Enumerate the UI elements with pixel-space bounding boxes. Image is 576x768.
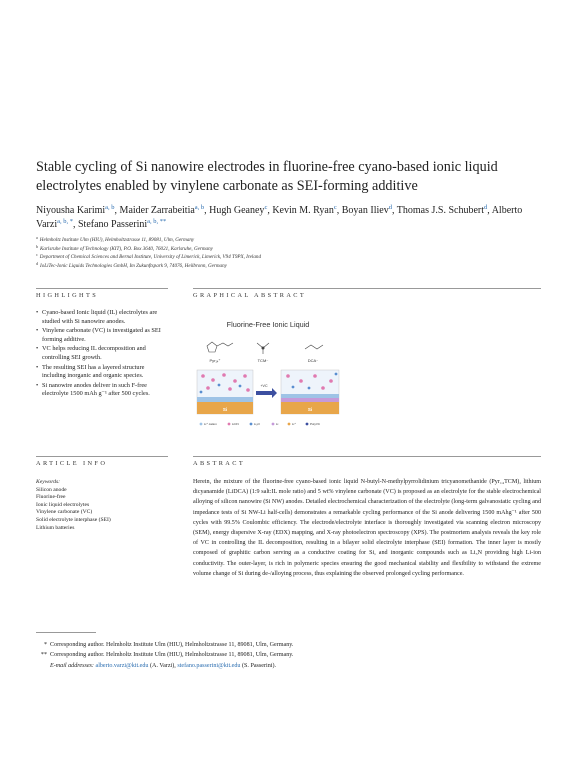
affiliation-mark: b [36, 243, 38, 249]
process-arrow-icon [256, 384, 277, 398]
author-affiliation-marks[interactable]: d [484, 204, 488, 211]
email-label: E-mail addresses: [50, 662, 94, 669]
keyword-item: Vinylene carbonate (VC) [36, 509, 93, 516]
keywords-list [36, 487, 176, 533]
highlight-item: • Cyano-based Ionic liquid (IL) electrolytes are studied with Si nanowire anodes. [36, 309, 168, 326]
author-separator: , [487, 205, 492, 216]
legend-item: Li⁺ [292, 422, 296, 426]
email-addresses [36, 661, 536, 671]
affiliation-text: Helmholtz Institute Ulm (HIU), Helmholtzstrasse 11, 89081, Ulm, Germany [39, 237, 195, 243]
author-affiliation-marks[interactable]: a, b [194, 204, 205, 211]
electrode-panel-after [281, 370, 339, 414]
author-name: Hugh Geaney [209, 205, 265, 216]
keyword-item: Ionic liquid electrolytes [36, 501, 90, 508]
molecule-dca-icon [305, 345, 323, 349]
sei-inner-layer [281, 394, 339, 398]
footnote-text: Corresponding author. Helmholtz Institute Ulm (HIU), Helmholtzstrasse 11, 89081, Ulm, Germany. [50, 642, 294, 648]
electrode-panel-before [197, 370, 253, 414]
author-affiliation-marks[interactable]: a, b, * [57, 218, 73, 225]
sei-layer [197, 397, 253, 402]
abstract-text: Herein, the mixture of the fluorine-free cyano-based ionic liquid N-butyl-N-methylpyrrolidinium tricyanomethanide (Pyr₁₄TCM), lithium dicyanamide (LiDCA) (1:9 salt:IL mole ratio) and 5 wt% vinylene carbonate (VC) is proposed as an electrolyte for the stable electrochemical alloying of silicon nanowire (Si NW) anodes. Detailed electrochemical characterization of the electrolyte (long-term galvanostatic cycling and impedance tests of Si NW-Li half-cells) demonstrates a remarkable cycling performance of the Si anode delivering 1500 mAhg⁻¹ after 500 cycles with 99.5% Coulombic efficiency. The electrode/electrolyte interface is thoroughly investigated via scanning electron microscopy (SEM), energy dispersive X-ray (EDX) mapping, and X-ray photoelectron spectroscopy (XPS). The postmortem analysis reveals the key role of VC in controlling the IL decomposition, resulting in a bilayer solid electrolyte interphase (SEI) formation. The inner layer is mostly composed of graphitic carbon serving as a conductive coating for Si, and inorganic compounds such as Li₃N providing high Li-ion conductivity. The outer-layer, is rich in polymeric species ensuring the good mechanical stability and flexibility to withstand the extreme volume change of Si during de-/alloying process, thus explaining the observed prolonged cycling performance. [193, 479, 541, 577]
affiliation-item [36, 245, 456, 254]
graphical-abstract-figure [193, 318, 343, 433]
keyword-item: Silicon anode [36, 486, 67, 493]
graphical-abstract-heading: GRAPHICAL ABSTRACT [193, 292, 307, 299]
legend-item: LiCN [232, 422, 239, 426]
keywords-block [36, 479, 176, 532]
footnote-mark: ** [40, 652, 47, 659]
footnote-text: Corresponding author. Helmholtz Institute Ulm (HIU), Helmholtzstrasse 11, 89081, Ulm, Germany. [50, 652, 294, 659]
author-affiliation-marks[interactable]: a, b [105, 204, 115, 211]
molecule-tcm-icon [257, 343, 269, 354]
article-info-rule [36, 456, 168, 457]
highlight-item: • Vinylene carbonate (VC) is investigated as SEI forming additive. [36, 327, 168, 344]
affiliation-mark: a [36, 235, 38, 240]
author-separator: , [336, 205, 342, 216]
footnote-mark: * [43, 642, 47, 648]
ga-heading: Fluorine-Free Ionic Liquid [226, 320, 310, 329]
author-name: Stefano Passerini [78, 219, 148, 230]
author-name: Alberto Varzi [36, 205, 523, 230]
author-name: Boyan Iliev [341, 205, 389, 216]
author-name: Thomas J.S. Schubert [396, 205, 484, 216]
legend-item: Li [276, 422, 279, 426]
affiliation-mark: c [36, 252, 38, 257]
author-separator: , [267, 205, 273, 216]
affiliation-list [36, 236, 456, 270]
figure-legend [200, 422, 321, 426]
highlight-item: • The resulting SEI has a layered structure including inorganic and organic species. [36, 364, 168, 381]
affiliation-text: Karlsruhe Institute of Technology (KIT), P.O. Box 3640, 76021, Karlsruhe, Germany [40, 245, 213, 252]
corresponding-author-note-1 [36, 640, 536, 650]
author-separator: , [204, 205, 210, 216]
highlights-rule [36, 288, 168, 289]
legend-item: PolyVC [310, 422, 321, 426]
author-separator: , [391, 205, 397, 216]
electrode-label: Si [222, 407, 228, 412]
highlights-heading: HIGHLIGHTS [36, 292, 99, 299]
author-affiliation-marks[interactable]: d [388, 204, 392, 211]
additive-label: +VC [260, 384, 268, 388]
email-owner: (S. Passerini). [240, 662, 277, 669]
highlight-item: • Si nanowire anodes deliver in such F-free electrolyte 1500 mAh g⁻¹ after 500 cycles. [36, 382, 168, 399]
author-separator: , [114, 205, 120, 216]
author-affiliation-marks[interactable]: a, b, ** [147, 218, 167, 225]
abstract-rule [193, 456, 541, 457]
author-list [36, 204, 536, 232]
author-affiliation-marks[interactable]: c [264, 204, 268, 211]
highlights-list [36, 309, 168, 400]
author-name: Kevin M. Ryan [272, 205, 334, 216]
legend-item: Li⁺ cation [204, 422, 217, 426]
author-affiliation-marks[interactable]: c [333, 204, 337, 211]
sei-outer-layer [281, 398, 339, 402]
molecule-label: TCM⁻ [257, 358, 269, 363]
email-owner: (A. Varzi), [148, 662, 178, 669]
paper-title: Stable cycling of Si nanowire electrodes in fluorine-free cyano-based ionic liquid electrolytes enabled by vinylene carbonate as SEI-forming additive [36, 159, 498, 194]
keywords-label: Keywords: [36, 479, 61, 485]
author-name: Maider Zarrabeitia [119, 205, 195, 216]
affiliation-item [36, 262, 456, 271]
corresponding-author-note-2 [36, 650, 536, 660]
affiliation-item [36, 253, 456, 262]
molecule-pyr14-icon [207, 342, 233, 352]
footnotes [36, 640, 536, 671]
graphical-abstract-svg [193, 318, 343, 433]
author-name: Niyousha Karimi [36, 205, 106, 216]
highlight-item: • VC helps reducing IL decomposition and controlling SEI growth. [36, 345, 168, 362]
footnote-rule [36, 632, 96, 633]
graphical-abstract-rule [193, 288, 541, 289]
email-link-varzi[interactable]: alberto.varzi@kit.edu [95, 662, 149, 669]
author-separator: , [73, 219, 78, 230]
affiliation-mark: d [36, 260, 38, 266]
electrode-label: Si [307, 407, 313, 412]
affiliation-text: Department of Chemical Sciences and Bernal Institute, University of Limerick, Limerick, V94 T9PX, Ireland [39, 254, 261, 260]
legend-item: Li₂O [254, 422, 260, 426]
keyword-item: Solid electrolyte interphase (SEI) [36, 516, 111, 523]
article-info-heading: ARTICLE INFO [36, 460, 108, 467]
keyword-item: Lithium batteries [36, 524, 75, 531]
affiliation-text: IoLiTec-Ionic Liquids Technologies GmbH, Im Zukunftspark 9, 74076, Heilbronn, Germany [40, 262, 227, 269]
affiliation-item [36, 236, 456, 245]
keyword-item: Fluorine-free [36, 494, 66, 501]
abstract-heading: ABSTRACT [193, 460, 246, 467]
molecule-label: DCA⁻ [307, 358, 319, 363]
email-link-passerini[interactable]: stefano.passerini@kit.edu [177, 662, 241, 669]
molecule-label: Pyr₁₄⁺ [209, 358, 221, 363]
